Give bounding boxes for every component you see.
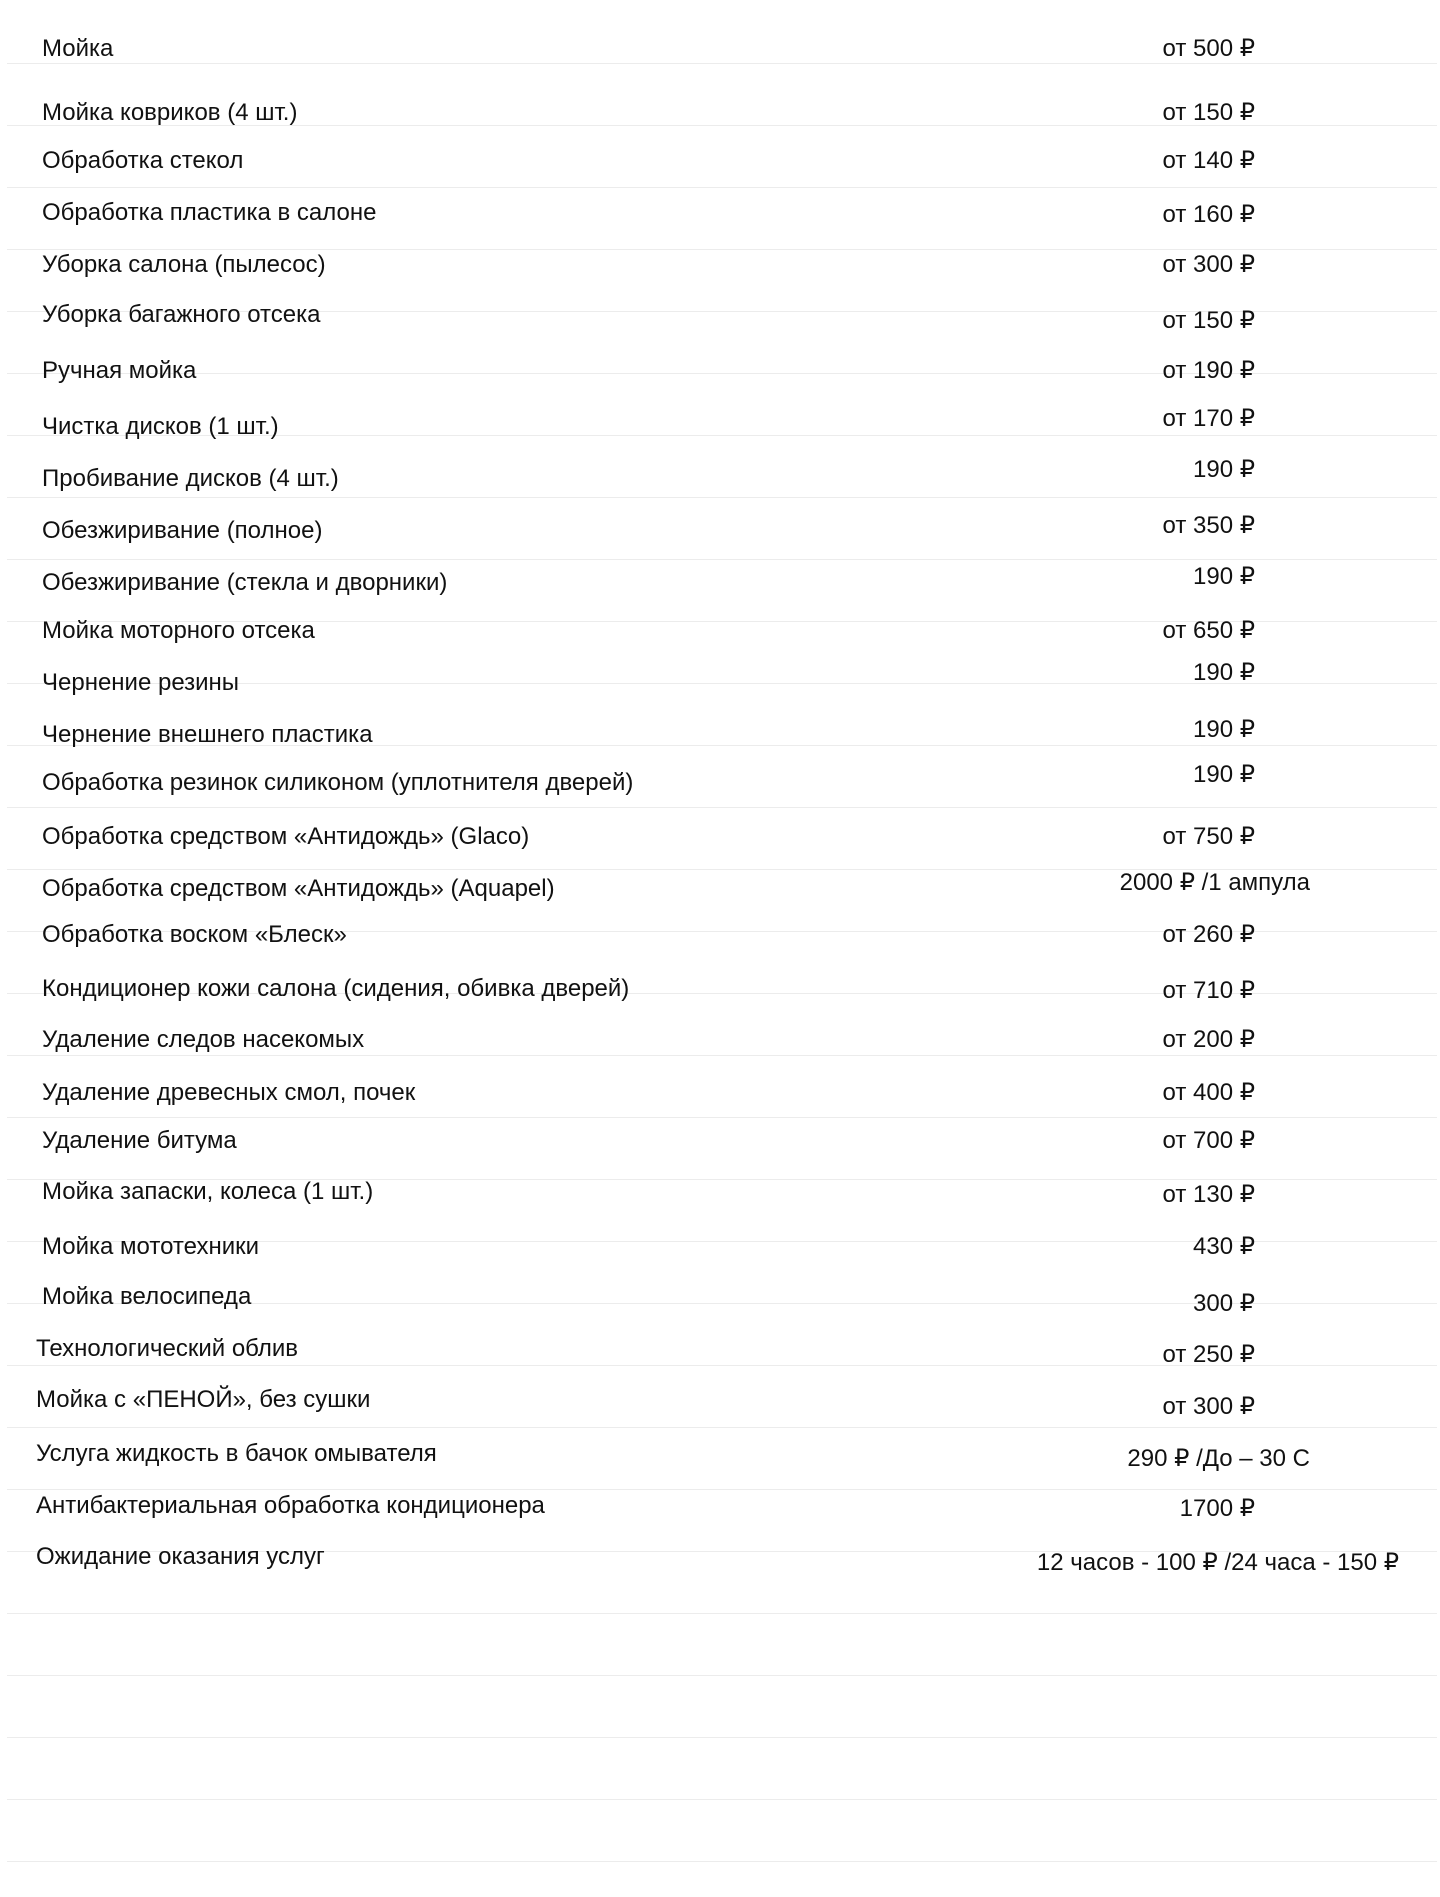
service-name: Удаление битума: [42, 1127, 237, 1154]
service-name: Мойка с «ПЕНОЙ», без сушки: [36, 1386, 371, 1413]
service-price: 190 ₽: [1193, 761, 1255, 788]
service-price: 12 часов - 100 ₽ /24 часа - 150 ₽: [1036, 1549, 1399, 1576]
service-price: от 400 ₽: [1162, 1079, 1255, 1106]
service-price: от 710 ₽: [1162, 977, 1255, 1004]
service-price: от 200 ₽: [1162, 1026, 1255, 1053]
list-item: [7, 126, 1437, 188]
service-name: Ожидание оказания услуг: [36, 1543, 325, 1570]
service-name: Уборка багажного отсека: [42, 301, 321, 328]
service-name: Мойка запаски, колеса (1 шт.): [42, 1178, 374, 1205]
service-name: Обезжиривание (стекла и дворники): [42, 569, 448, 596]
service-price: 190 ₽: [1193, 563, 1255, 590]
service-name: Ручная мойка: [42, 357, 197, 384]
service-price: от 300 ₽: [1162, 1393, 1255, 1420]
service-price: от 300 ₽: [1162, 251, 1255, 278]
service-name: Антибактериальная обработка кондиционера: [36, 1492, 545, 1519]
service-name: Мойка велосипеда: [42, 1283, 252, 1310]
service-price: от 350 ₽: [1162, 512, 1255, 539]
service-name: Удаление древесных смол, почек: [42, 1079, 416, 1106]
service-price: от 260 ₽: [1162, 921, 1255, 948]
service-price: от 130 ₽: [1162, 1181, 1255, 1208]
service-price: от 160 ₽: [1162, 201, 1255, 228]
service-price: от 250 ₽: [1162, 1341, 1255, 1368]
service-price: от 700 ₽: [1162, 1127, 1255, 1154]
service-price: 1700 ₽: [1179, 1495, 1255, 1522]
service-name: Чернение резины: [42, 669, 240, 696]
service-name: Обработка средством «Антидождь» (Glaco): [42, 823, 530, 850]
service-name: Кондиционер кожи салона (сидения, обивка дверей): [42, 975, 630, 1002]
service-price: от 150 ₽: [1162, 99, 1255, 126]
service-price: от 140 ₽: [1162, 147, 1255, 174]
list-item: [7, 188, 1437, 250]
service-name: Обработка воском «Блеск»: [42, 921, 347, 948]
service-name: Мойка ковриков (4 шт.): [42, 99, 298, 126]
service-name: Обработка пластика в салоне: [42, 199, 377, 226]
service-price: 430 ₽: [1193, 1233, 1255, 1260]
service-name: Обработка стекол: [42, 147, 244, 174]
service-price: 2000 ₽ /1 ампула: [1119, 869, 1310, 896]
service-name: Мойка мототехники: [42, 1233, 260, 1260]
service-price: 190 ₽: [1193, 456, 1255, 483]
service-price: от 750 ₽: [1162, 823, 1255, 850]
service-name: Пробивание дисков (4 шт.): [42, 465, 339, 492]
service-price: от 650 ₽: [1162, 617, 1255, 644]
list-item: [7, 1543, 1437, 1862]
service-name: Уборка салона (пылесос): [42, 251, 326, 278]
service-name: Удаление следов насекомых: [42, 1026, 365, 1053]
service-price: 290 ₽ /До – 30 С: [1127, 1445, 1310, 1472]
service-price: 190 ₽: [1193, 716, 1255, 743]
service-name: Услуга жидкость в бачок омывателя: [36, 1440, 437, 1467]
service-price: 300 ₽: [1193, 1290, 1255, 1317]
list-item: [7, 0, 1437, 64]
service-price: от 150 ₽: [1162, 307, 1255, 334]
service-name: Чернение внешнего пластика: [42, 721, 373, 748]
service-name: Обработка средством «Антидождь» (Aquapel): [42, 875, 555, 902]
service-name: Мойка: [42, 35, 114, 62]
service-name: Технологический облив: [36, 1335, 298, 1362]
list-item: [7, 64, 1437, 126]
service-price: 190 ₽: [1193, 659, 1255, 686]
service-name: Обработка резинок силиконом (уплотнителя дверей): [42, 769, 634, 796]
service-name: Мойка моторного отсека: [42, 617, 315, 644]
service-price: от 500 ₽: [1162, 35, 1255, 62]
service-name: Обезжиривание (полное): [42, 517, 323, 544]
service-price: от 190 ₽: [1162, 357, 1255, 384]
service-name: Чистка дисков (1 шт.): [42, 413, 279, 440]
service-price: от 170 ₽: [1162, 405, 1255, 432]
